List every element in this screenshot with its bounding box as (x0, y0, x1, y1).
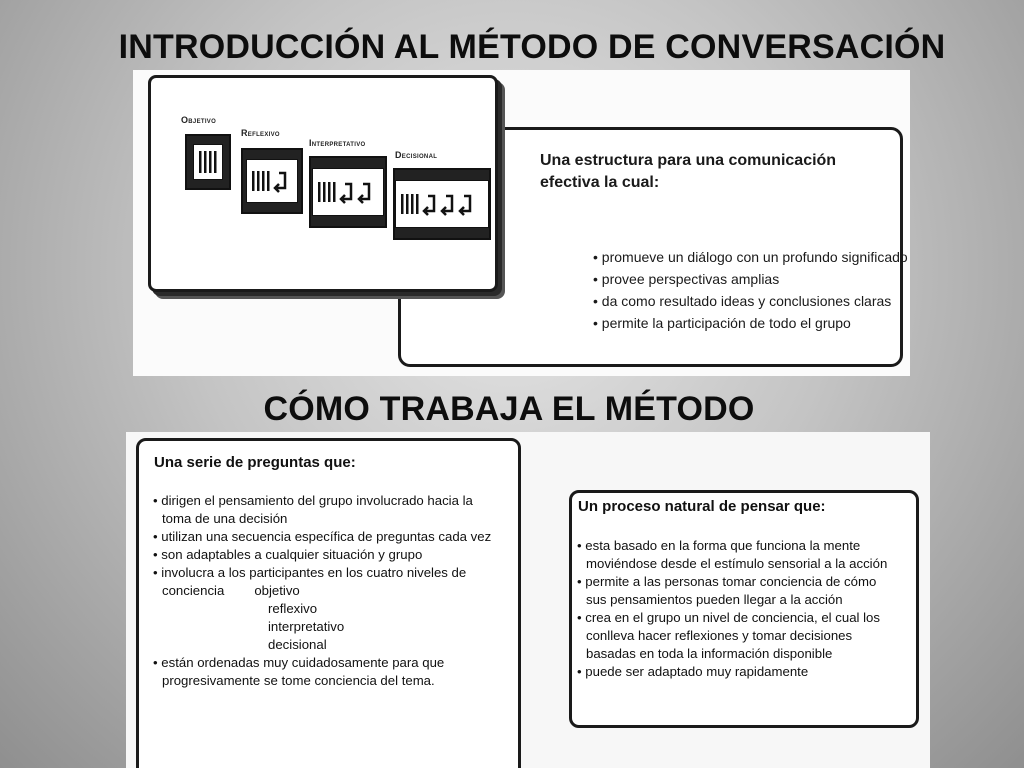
list-item-continuation: sus pensamientos pueden llegar a la acción (586, 592, 843, 607)
questions-title: Una serie de preguntas que: (154, 454, 356, 471)
list-item: • da como resultado ideas y conclusiones claras (593, 290, 913, 312)
level-block-interpretativo (309, 156, 387, 228)
level-block-objetivo (185, 134, 231, 190)
list-item: • permite a las personas tomar conciencia de cómo (576, 573, 916, 591)
description-title (540, 150, 840, 194)
description-title-line2: efectiva la cual: (540, 174, 660, 191)
slide-title-introduction: INTRODUCCIÓN AL MÉTODO DE CONVERSACIÓN (118, 28, 946, 66)
level-label-interpretativo: Interpretativo (309, 138, 366, 148)
decisional-icon (395, 180, 489, 228)
method-workings-panel (126, 432, 930, 768)
list-item-text: conciencia (162, 583, 225, 598)
questions-bullets (152, 492, 516, 690)
list-item: • utilizan una secuencia específica de preguntas cada vez (152, 528, 516, 546)
list-item: • involucra a los participantes en los cuatro niveles de (152, 564, 516, 582)
slide-title-how-it-works: CÓMO TRABAJA EL MÉTODO (263, 390, 755, 428)
level-objetivo: objetivo (254, 583, 300, 598)
levels-diagram (148, 75, 498, 292)
objetivo-bars-icon (193, 144, 223, 180)
process-bullets (576, 537, 916, 681)
list-item: • crea en el grupo un nivel de conciencia, el cual los (576, 609, 916, 627)
level-decisional: decisional (268, 637, 327, 652)
list-item: • provee perspectivas amplias (593, 268, 913, 290)
level-interpretativo: interpretativo (268, 619, 345, 634)
list-item-continuation: basadas en toda la información disponible (586, 646, 833, 661)
level-label-reflexivo: Reflexivo (241, 128, 280, 138)
level-block-decisional (393, 168, 491, 240)
method-structure-panel (133, 70, 910, 376)
list-item: • permite la participación de todo el grupo (593, 312, 913, 334)
reflexivo-icon (246, 159, 298, 202)
list-item: • esta basado en la forma que funciona la mente (576, 537, 916, 555)
list-item: • son adaptables a cualquier situación y grupo (152, 546, 516, 564)
list-item: • puede ser adaptado muy rapidamente (576, 663, 916, 681)
level-block-reflexivo (241, 148, 303, 214)
level-label-objetivo: Objetivo (181, 115, 217, 125)
list-item-continuation: toma de una decisión (162, 511, 288, 526)
list-item-continuation: moviéndose desde el estímulo sensorial a la acción (586, 556, 888, 571)
level-reflexivo: reflexivo (268, 601, 318, 616)
level-label-decisional: Decisional (395, 150, 438, 160)
list-item-continuation (152, 582, 516, 600)
description-bullets (593, 246, 913, 334)
process-title: Un proceso natural de pensar que: (578, 498, 826, 515)
list-item-continuation: progresivamente se tome conciencia del tema. (162, 673, 435, 688)
interpretativo-icon (312, 168, 384, 216)
description-title-line1: Una estructura para una comunicación (540, 152, 837, 169)
list-item: • están ordenadas muy cuidadosamente para que (152, 654, 516, 672)
list-item: • promueve un diálogo con un profundo significado (593, 246, 913, 268)
list-item-continuation: conlleva hacer reflexiones y tomar decisiones (586, 628, 853, 643)
list-item: • dirigen el pensamiento del grupo involucrado hacia la (152, 492, 516, 510)
